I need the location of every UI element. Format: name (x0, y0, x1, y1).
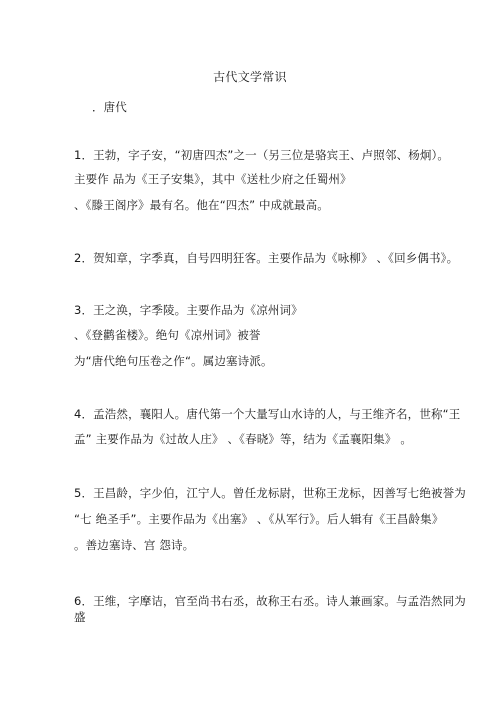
text-line-5: 3．王之涣，字季陵。主要作品为《凉州词》 (74, 303, 303, 317)
text-line-4: 2．贺知章，字季真，自号四明狂客。主要作品为《咏柳》 、《回乡偶书》。 (74, 251, 459, 265)
text-line-1: 1．王勃，字子安，“初唐四杰”之一（另三位是骆宾王、卢照邻、杨炯）。 (74, 148, 450, 162)
text-line-7: 为“唐代绝句压卷之作“。属边塞诗派。 (74, 354, 273, 368)
text-line-12: 。善边塞诗、宫 怨诗。 (74, 538, 195, 552)
text-line-14: 盛 (74, 610, 86, 624)
text-line-11: “七 绝圣手”。主要作品为《出塞》 、《从军行》。后人辑有《王昌龄集》 (74, 512, 444, 526)
text-line-2: 主要作 品为《王子安集》，其中《送杜少府之任蜀州》 (74, 172, 352, 186)
text-line-9: 孟” 主要作品为《过故人庄》 、《春晓》等，结为《孟襄阳集》 。 (74, 432, 412, 446)
document-title: 古代文学常识 (213, 70, 287, 84)
section-heading: ．唐代 (92, 100, 127, 114)
text-line-6: 、《登鹳雀楼》。绝句《凉州词》被誉 (74, 328, 261, 342)
text-line-10: 5．王昌龄，字少伯，江宁人。曾任龙标尉，世称王龙标，因善写七绝被誉为 (74, 486, 466, 500)
text-line-13: 6．王维，字摩诘，官至尚书右丞，故称王右丞。诗人兼画家。与孟浩然同为 (74, 594, 466, 608)
text-line-3: 、《滕王阁序》最有名。他在“四杰” 中成就最高。 (74, 198, 329, 212)
text-line-8: 4．孟浩然，襄阳人。唐代第一个大量写山水诗的人，与王维齐名，世称“王 (74, 407, 461, 421)
